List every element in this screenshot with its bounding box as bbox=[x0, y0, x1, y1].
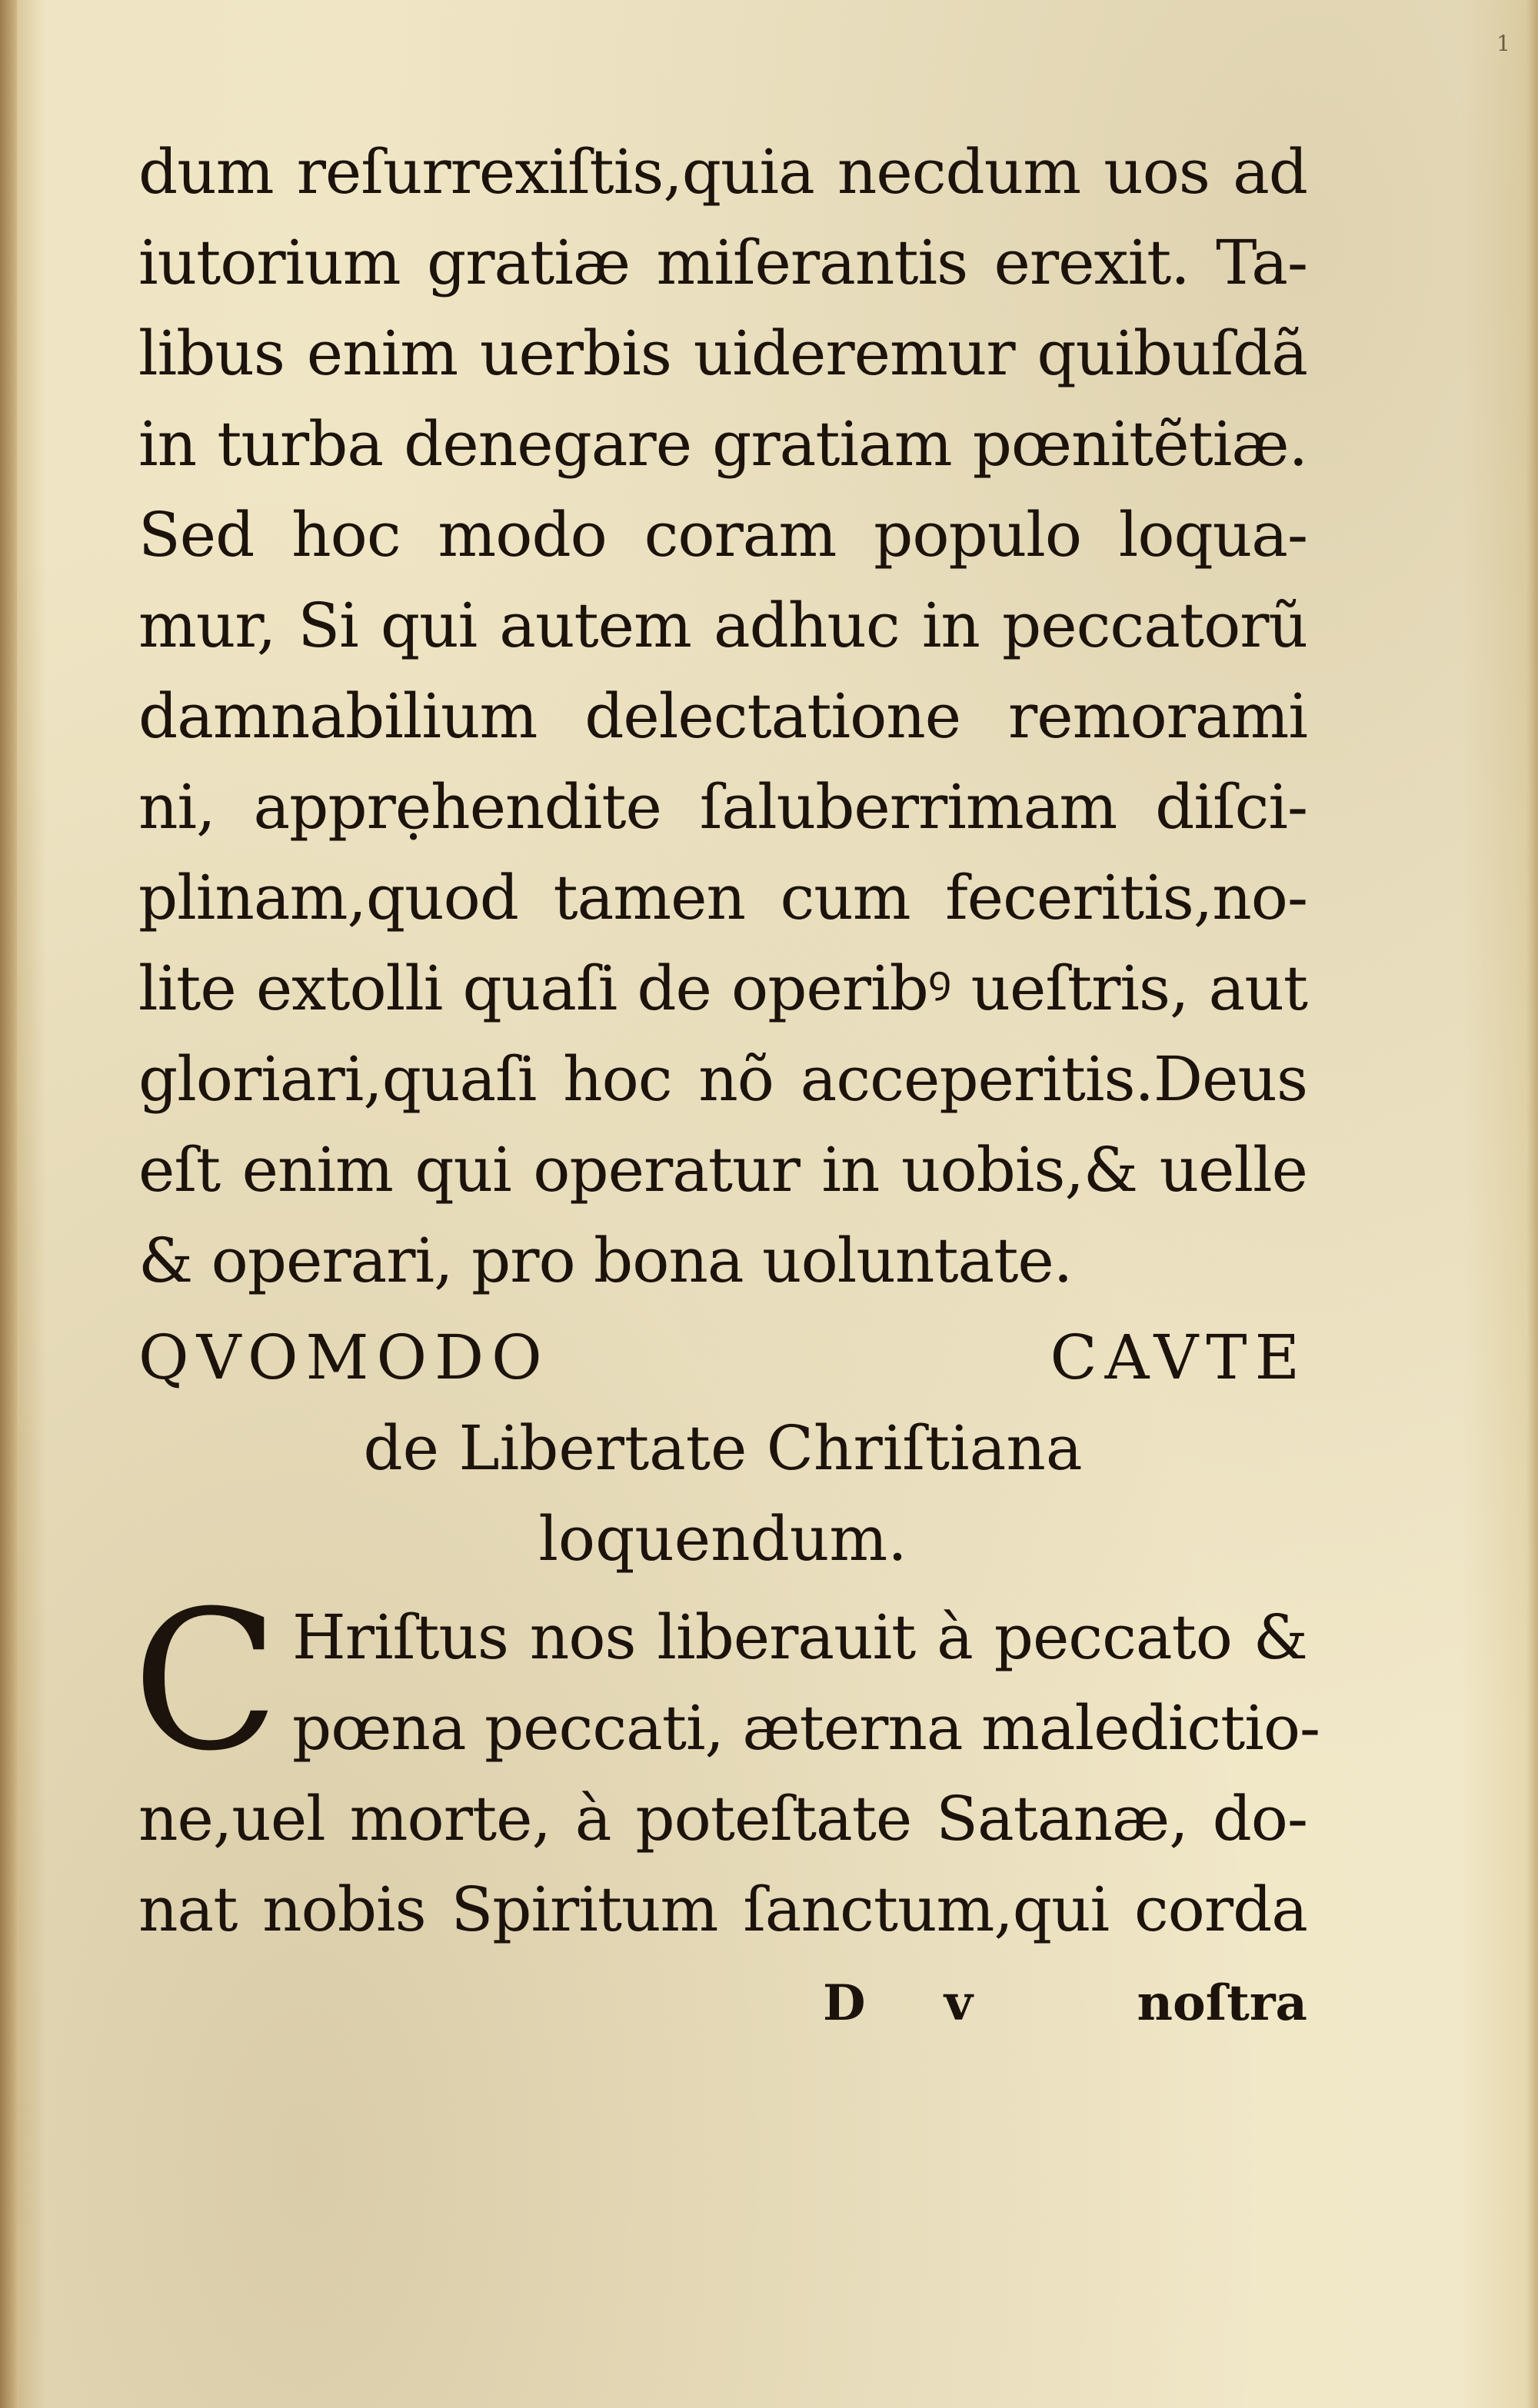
folio-mark: 1 bbox=[1496, 31, 1510, 56]
text-line: plinam,quod tamen cum feceritis,no- bbox=[138, 862, 1307, 933]
text-line-last: & operari, pro bona uoluntate. bbox=[138, 1225, 1073, 1296]
drop-cap-initial: C bbox=[132, 1569, 280, 1793]
text-line: gloriari,quaſi hoc nõ acceperitis.Deus bbox=[138, 1043, 1307, 1115]
page-footer bbox=[138, 1958, 1307, 2049]
text-line: libus enim uerbis uideremur quibuſdã bbox=[138, 318, 1307, 389]
catchword: noſtra bbox=[1137, 1974, 1307, 2032]
text-block bbox=[132, 127, 1320, 2049]
text-line: in turba denegare gratiam pœnitẽtiæ. bbox=[138, 408, 1307, 480]
paragraph-with-drop-cap bbox=[132, 1569, 1320, 1955]
text-line: lite extolli quaſi de operibꝰ ueſtris, aut bbox=[138, 953, 1307, 1024]
section-subheading-line: de Libertate Chriſtiana bbox=[363, 1412, 1083, 1484]
text-line: dum reſurrexiſtis,quia necdum uos ad bbox=[138, 136, 1307, 208]
text-line: iutorium gratiæ miſerantis erexit. Ta- bbox=[138, 227, 1307, 298]
text-line: Sed hoc modo coram populo loqua- bbox=[138, 499, 1307, 570]
text-line: nat nobis Spiritum ſanctum,qui corda bbox=[138, 1874, 1307, 1945]
section-heading: QVOMODO CAVTE bbox=[138, 1322, 1307, 1393]
text-line: ne,uel morte, à poteſtate Satanæ, do- bbox=[138, 1783, 1307, 1854]
page-gutter-edge bbox=[0, 0, 17, 2408]
text-line: pœna peccati, æterna maledictio- bbox=[292, 1692, 1320, 1764]
text-line: eſt enim qui operatur in uobis,& uelle bbox=[138, 1134, 1307, 1206]
text-line: Hriſtus nos liberauit à peccato & bbox=[292, 1601, 1307, 1673]
signature-mark: D v bbox=[823, 1974, 1004, 2032]
text-line: ni, apprẹhendite ſaluberrimam diſci- bbox=[138, 771, 1307, 843]
text-line: mur, Si qui autem adhuc in peccatorũ bbox=[138, 590, 1307, 661]
section-subheading-line: loquendum. bbox=[538, 1503, 907, 1575]
text-line: damnabilium delectatione remorami bbox=[138, 680, 1307, 752]
